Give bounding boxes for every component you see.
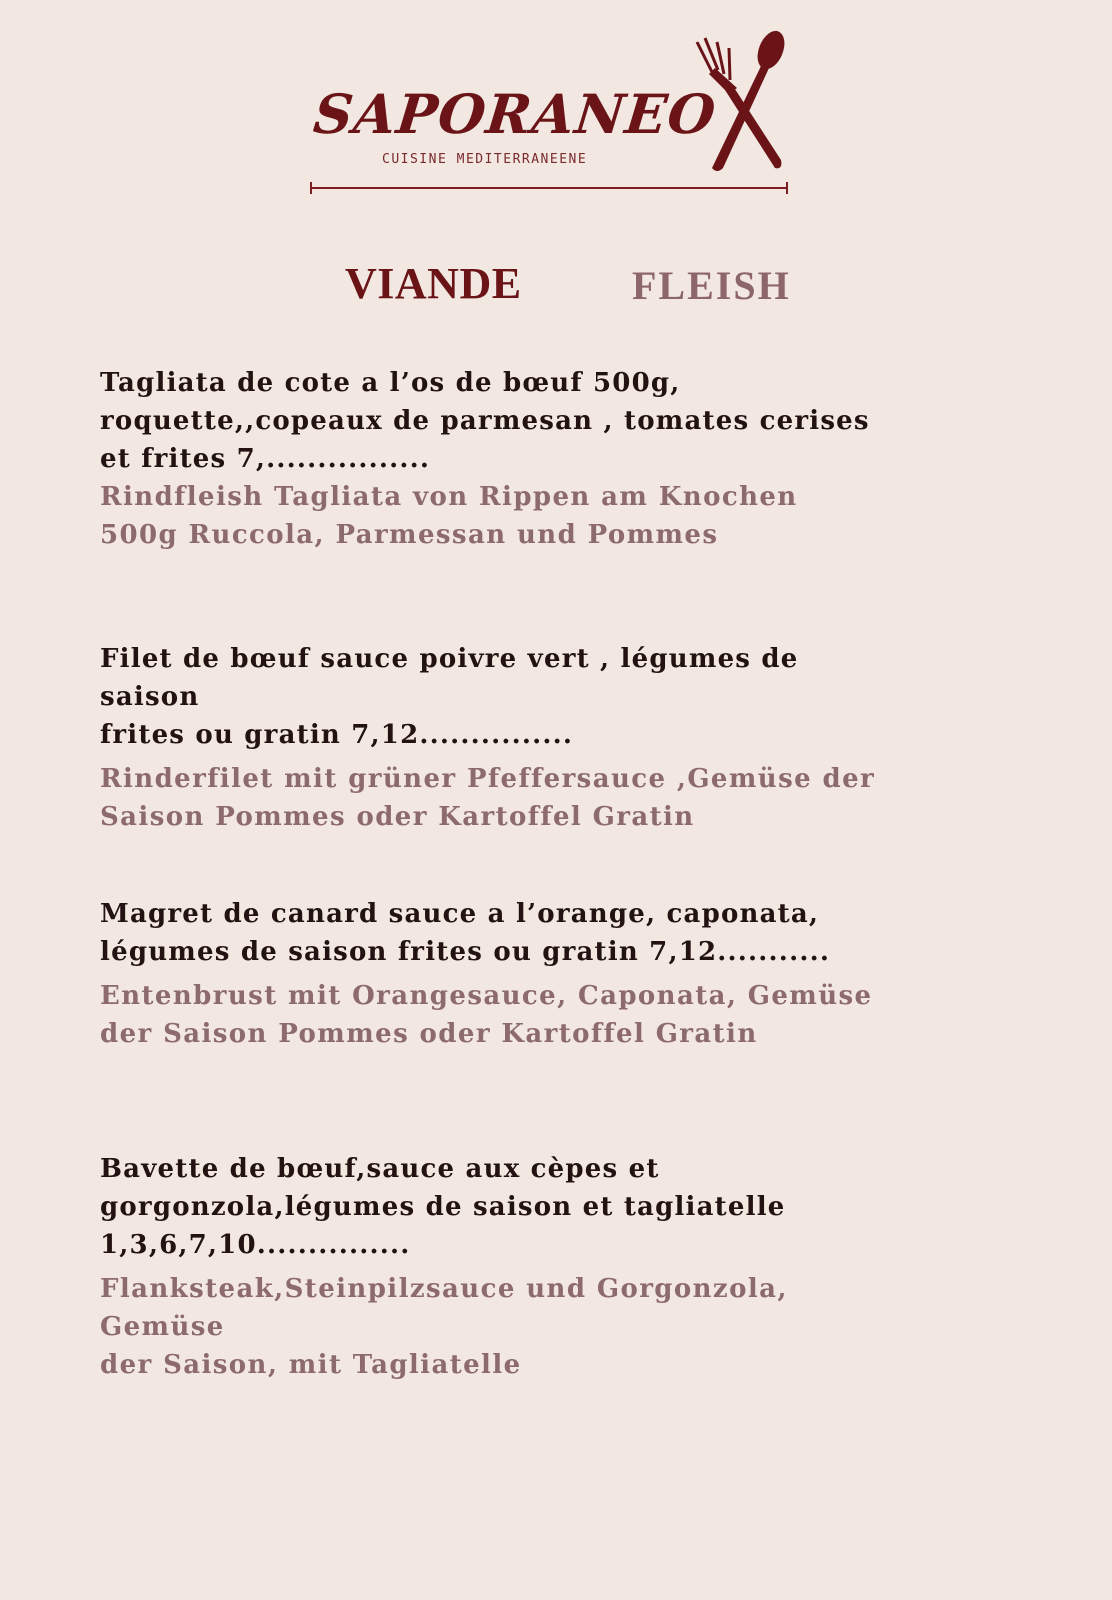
restaurant-logo [300,28,820,198]
logo-wordmark: SAPORANEO [310,82,720,146]
dish-description-french: Filet de bœuf sauce poivre vert , légumes de saison frites ou gratin 7,12............... [100,644,799,750]
menu-item [100,364,900,554]
section-title-german: FLEISH [632,263,791,308]
dish-description-german: Rindfleish Tagliata von Rippen am Knochen 500g Ruccola, Parmessan und Pommes [100,482,798,550]
dish-description-german: Rinderfilet mit grüner Pfeffersauce ,Gemüse der Saison Pommes oder Kartoffel Gratin [100,764,876,832]
logo-tagline: CUISINE MEDITERRANEENE [382,152,588,167]
menu-item [100,895,900,1053]
section-title-french: VIANDE [345,259,522,308]
fork-and-spoon-icon [695,28,805,178]
dish-description-german: Flanksteak,Steinpilzsauce und Gorgonzola, Gemüse der Saison, mit Tagliatelle [100,1274,788,1380]
dish-description-french: Tagliata de cote a l’os de bœuf 500g, roquette,,copeaux de parmesan , tomates cerises et frites 7,................ [100,368,870,474]
menu-item [100,1150,900,1384]
dish-description-german: Entenbrust mit Orangesauce, Caponata, Gemüse der Saison Pommes oder Kartoffel Gratin [100,981,873,1049]
logo-divider [310,187,788,189]
dish-description-french: Magret de canard sauce a l’orange, caponata, légumes de saison frites ou gratin 7,12........... [100,899,831,967]
dish-description-french: Bavette de bœuf,sauce aux cèpes et gorgonzola,légumes de saison et tagliatelle 1,3,6,7,10............... [100,1154,786,1260]
menu-item [100,640,900,836]
